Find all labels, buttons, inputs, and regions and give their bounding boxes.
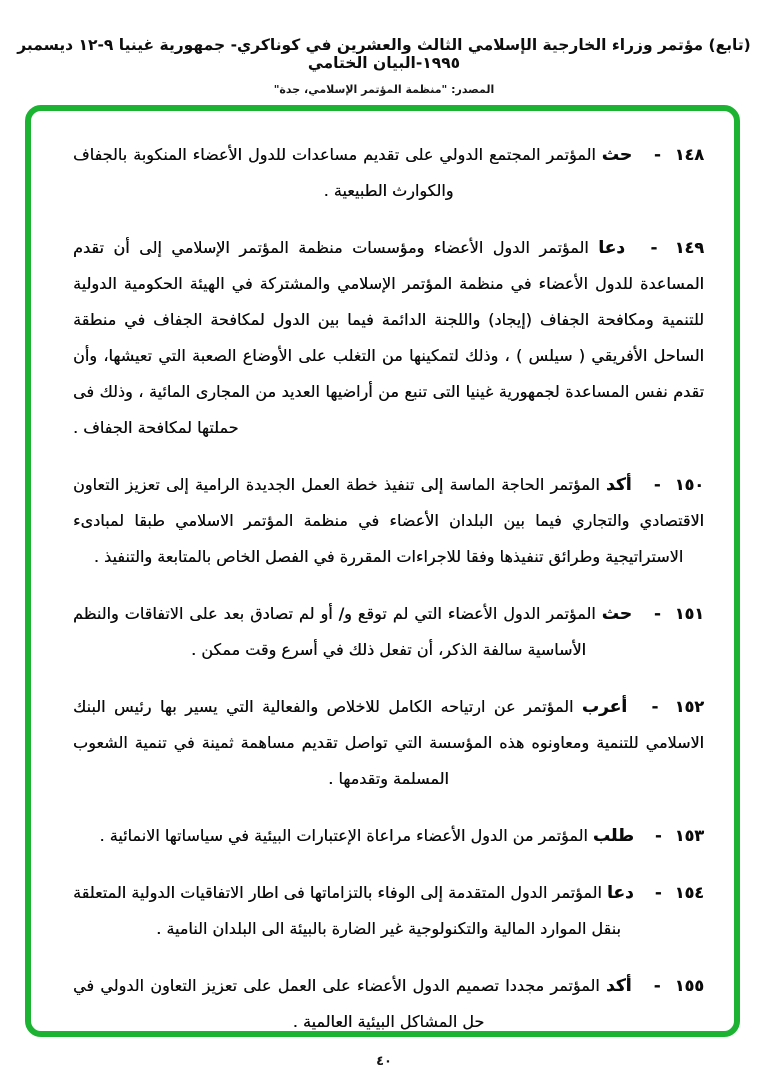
document-source-line: المصدر: "منظمة المؤتمر الإسلامي، جدة" [273,83,495,96]
paragraph-lead-verb: دعا [607,883,634,903]
paragraph-number: ١٤٩ [674,238,704,257]
paragraph-lead-verb: حث [601,604,632,624]
annotation-highlight-box [25,105,740,1037]
paragraph-text: المؤتمر من الدول الأعضاء مراعاة الإعتبارات البيئية في سياساتها الانمائية . [99,826,588,845]
document-header [0,0,768,96]
page-footer [0,1050,768,1069]
paragraph-text: المؤتمر الدول الأعضاء ومؤسسات منظمة المؤتمر الإسلامي إلى أن تقدم المساعدة للدول الأعضاء في منظمة المؤتمر الإسلامي والمشتركة في الهيئة الحكومية الدولية للتنمية ومكافحة الجفاف (إيجاد) واللجنة الدائمة فيما بين الدول لمكافحة الجفاف في منطقة الساحل الأفريقي ( سيلس ) ، وذلك لتمكينها من التغلب على الأوضاع الصعبة التي تعيشها، وأن تقدم نفس المساعدة لجمهورية غينيا التى تنبع من أراضيها العديد من المجارى المائية ، وذلك فى حملتها لمكافحة الجفاف . [73,238,704,437]
paragraph-lead-verb: دعا [598,238,625,258]
resolution-paragraph-149 [73,230,704,446]
paragraph-text: المؤتمر الدول المتقدمة إلى الوفاء بالتزاماتها فى اطار الاتفاقيات الدولية المتعلقة بنقل الموارد المالية والتكنولوجية غير الضارة بالبيئة الى البلدان النامية . [73,883,621,938]
resolution-paragraph-155 [73,968,704,1037]
paragraph-number: ١٥٢ [674,697,704,716]
resolution-paragraph-153 [73,818,704,854]
paragraph-dash: - [654,604,661,623]
document-header-title: (تابع) مؤتمر وزراء الخارجية الإسلامي الثالث والعشرين في كوناكري- جمهورية غينيا ٩-١٢ ديسمبر ١٩٩٥-البيان الختامي [17,36,751,72]
paragraph-number: ١٤٨ [674,145,704,164]
paragraph-dash: - [654,883,662,902]
paragraph-text: المؤتمر الدول الأعضاء التي لم توقع و/ أو لم تصادق بعد على الاتفاقات والنظم الأساسية سالفة الذكر، أن تفعل ذلك في أسرع وقت ممكن . [73,604,596,659]
resolution-paragraph-150 [73,467,704,575]
resolution-paragraph-154 [73,875,704,947]
paragraph-text: المؤتمر مجددا تصميم الدول الأعضاء على العمل على تعزيز التعاون الدولي في حل المشاكل البيئية العالمية . [73,976,600,1031]
paragraph-lead-verb: أكد [606,475,632,495]
paragraph-lead-verb: أعرب [581,697,628,717]
paragraph-number: ١٥٣ [674,826,704,845]
document-body [31,111,734,1037]
paragraph-dash: - [653,475,661,494]
paragraph-number: ١٥٥ [674,976,704,995]
paragraph-dash: - [653,976,661,995]
paragraph-text: المؤتمر الحاجة الماسة إلى تنفيذ خطة العمل الجديدة الرامية إلى تعزيز التعاون الاقتصادي والتجاري فيما بين البلدان الأعضاء في منظمة المؤتمر الاسلامي طبقا لمبادىء الاستراتيجية وطرائق تنفيذها وفقا للاجراءات المقررة في الفصل الخاص بالمتابعة والتنفيذ . [73,475,704,566]
resolution-paragraph-151 [73,596,704,668]
paragraph-dash: - [654,145,661,164]
paragraph-lead-verb: حث [601,145,633,165]
paragraph-text: المؤتمر المجتمع الدولي على تقديم مساعدات للدول الأعضاء المنكوبة بالجفاف والكوارث الطبيعية . [73,145,596,200]
resolution-paragraph-148 [73,137,704,209]
paragraph-lead-verb: أكد [605,976,632,996]
page-number: ٤٠ [376,1054,392,1069]
resolution-paragraph-152 [73,689,704,797]
paragraph-text: المؤتمر عن ارتياحه الكامل للاخلاص والفعالية التي يسير بها رئيس البنك الاسلامي للتنمية ومعاونوه هذه المؤسسة التي تواصل تقديم مساهمة ثمينة في تنمية الشعوب المسلمة وتقدمها . [73,697,704,788]
paragraph-number: ١٥٤ [674,883,705,902]
paragraph-dash: - [654,826,662,845]
paragraph-dash: - [651,697,659,716]
paragraph-number: ١٥١ [674,604,705,623]
paragraph-lead-verb: طلب [592,826,634,846]
paragraph-number: ١٥٠ [674,475,704,494]
paragraph-dash: - [650,238,658,257]
